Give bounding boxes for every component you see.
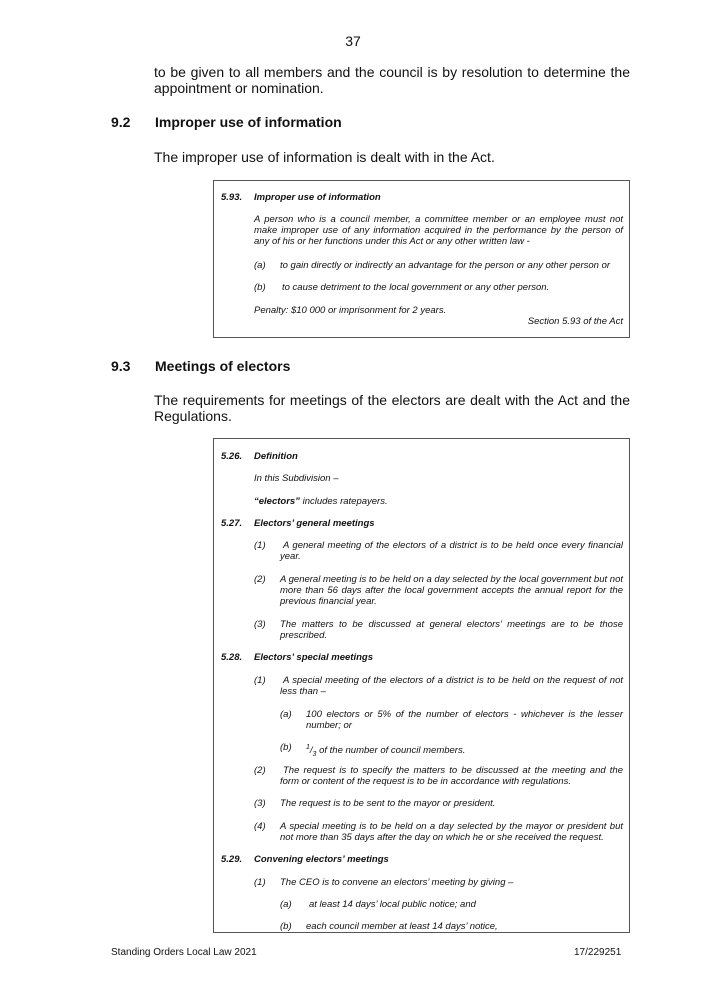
subitem-text: each council member at least 14 days’ notice, <box>306 921 498 932</box>
item-text: The request is to specify the matters to be discussed at the meeting and the form or content of the request is to be in accordance with regulations. <box>280 765 623 787</box>
subitem-text: at least 14 days’ local public notice; and <box>309 899 476 910</box>
item-label: (2) <box>254 574 266 585</box>
item-label: (4) <box>254 821 266 832</box>
item-text: to cause detriment to the local government or any other person. <box>282 282 550 293</box>
item-text: A special meeting of the electors of a district is to be held on the request of not less than – <box>280 675 623 697</box>
clause-title: Convening electors’ meetings <box>254 854 389 865</box>
section-9-3-paragraph: The requirements for meetings of the electors are dealt with the Act and the Regulations. <box>154 392 630 424</box>
item-text: A special meeting is to be held on a day selected by the mayor or president but not more than 35 days after the day on which he or she received the request. <box>280 821 623 843</box>
penalty-text: Penalty: $10 000 or imprisonment for 2 years. <box>254 305 447 316</box>
subitem-label: (b) <box>280 742 292 753</box>
section-title-9-3: Meetings of electors <box>155 358 291 374</box>
clause-title: Improper use of information <box>254 192 381 203</box>
act-extract-box-5-93 <box>213 180 630 338</box>
item-text: A general meeting is to be held on a day selected by the local government but not more than 56 days after the local government accepts the annual report for the previous financial year. <box>280 574 623 607</box>
item-label: (1) <box>254 540 266 551</box>
clause-title: Electors’ special meetings <box>254 652 373 663</box>
item-text: The request is to be sent to the mayor or president. <box>280 798 496 809</box>
subitem-label: (a) <box>280 899 292 910</box>
clause-number: 5.93. <box>221 192 243 203</box>
clause-title: Electors’ general meetings <box>254 518 375 529</box>
clause-number: 5.28. <box>221 652 243 663</box>
source-reference: Section 5.93 of the Act <box>527 316 623 327</box>
act-extract-box-5-26 <box>213 438 630 933</box>
item-text: The matters to be discussed at general electors’ meetings are to be those prescribed. <box>280 619 623 641</box>
fraction-numerator: 1 <box>306 744 310 751</box>
fraction-denominator: 3 <box>312 751 317 759</box>
subitem-text-rest: of the number of council members. <box>316 745 466 757</box>
page-number: 37 <box>345 33 361 49</box>
item-label: (1) <box>254 675 266 686</box>
item-label: (b) <box>254 282 266 293</box>
item-label: (2) <box>254 765 266 776</box>
defined-term: “electors” <box>254 496 300 507</box>
clause-number: 5.29. <box>221 854 243 865</box>
section-title-9-2: Improper use of information <box>155 114 342 130</box>
subitem-text: 100 electors or 5% of the number of electors - whichever is the lesser number; or <box>306 709 623 731</box>
subitem-text: $^1/_3$ of the number of council members. <box>306 744 466 759</box>
item-text: to gain directly or indirectly an advantage for the person or any other person or <box>280 260 611 271</box>
subitem-label: (b) <box>280 921 292 932</box>
item-label: (a) <box>254 260 266 271</box>
definition-line <box>254 496 388 507</box>
item-label: (1) <box>254 877 266 888</box>
subitem-label: (a) <box>280 709 292 720</box>
clause-title: Definition <box>254 451 298 462</box>
clause-number: 5.26. <box>221 451 243 462</box>
item-label: (3) <box>254 619 266 630</box>
item-label: (3) <box>254 798 266 809</box>
clause-text: In this Subdivision – <box>254 473 339 484</box>
clause-body: A person who is a council member, a committee member or an employee must not make improper use of any information acquired in the performance by the person of any of his or her functions under this Act or any other written law - <box>254 214 623 247</box>
section-number-9-2: 9.2 <box>111 114 131 130</box>
clause-number: 5.27. <box>221 518 243 529</box>
section-9-2-paragraph: The improper use of information is dealt with in the Act. <box>154 149 495 165</box>
footer-document-reference: 17/229251 <box>574 947 622 958</box>
section-number-9-3: 9.3 <box>111 358 131 374</box>
item-text: The CEO is to convene an electors’ meeting by giving – <box>280 877 514 888</box>
item-text: A general meeting of the electors of a district is to be held once every financial year. <box>280 540 623 562</box>
footer-document-title: Standing Orders Local Law 2021 <box>111 947 257 958</box>
definition-text: includes ratepayers. <box>299 496 388 507</box>
intro-paragraph: to be given to all members and the council is by resolution to determine the appointment or nomination. <box>154 64 630 96</box>
